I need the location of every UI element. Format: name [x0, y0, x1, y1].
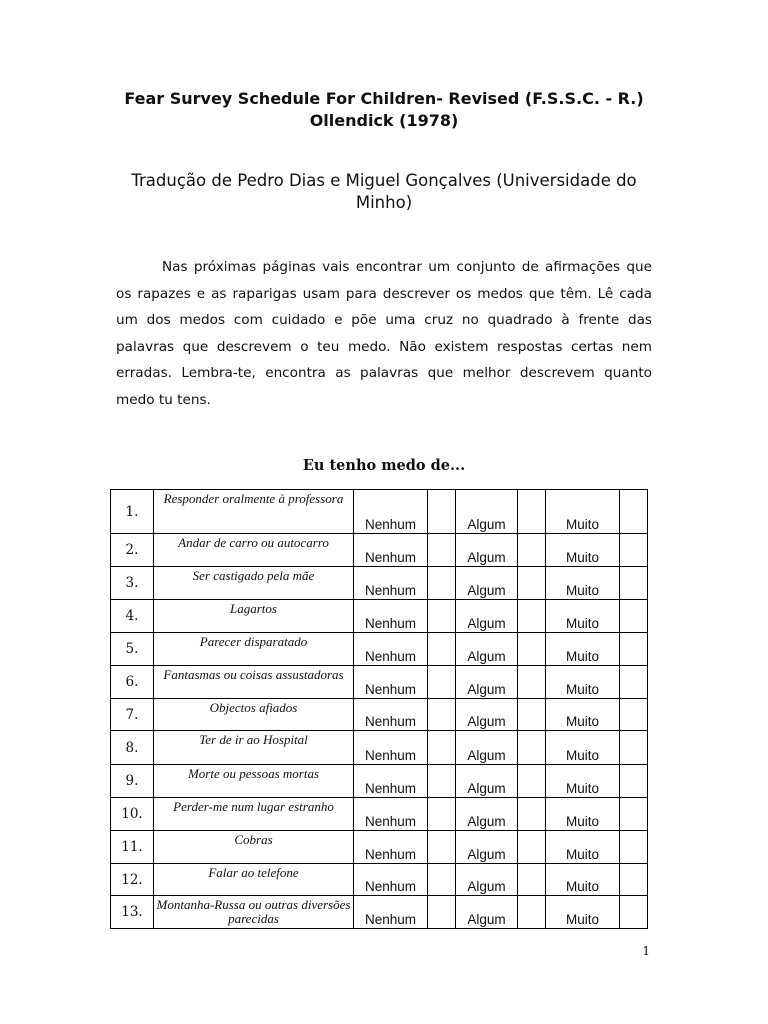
item-number: 5.	[111, 633, 154, 666]
checkbox-muito[interactable]	[620, 600, 648, 633]
checkbox-algum[interactable]	[518, 864, 546, 896]
checkbox-algum[interactable]	[518, 600, 546, 633]
option-label-muito: Muito	[546, 534, 620, 567]
checkbox-algum[interactable]	[518, 798, 546, 831]
checkbox-nenhum[interactable]	[428, 490, 456, 534]
item-number: 9.	[111, 765, 154, 798]
item-number: 2.	[111, 534, 154, 567]
option-label-nenhum: Nenhum	[354, 490, 428, 534]
option-label-nenhum: Nenhum	[354, 731, 428, 765]
survey-row	[111, 831, 648, 864]
checkbox-algum[interactable]	[518, 731, 546, 765]
item-number: 7.	[111, 699, 154, 731]
section-heading: Eu tenho medo de...	[302, 457, 466, 474]
option-label-muito: Muito	[546, 864, 620, 896]
item-number: 13.	[111, 896, 154, 929]
fear-item-text: Responder oralmente à professora	[154, 490, 354, 534]
option-label-algum: Algum	[456, 534, 518, 567]
fear-item-text: Andar de carro ou autocarro	[154, 534, 354, 567]
survey-row	[111, 765, 648, 798]
fear-item-text: Ter de ir ao Hospital	[154, 731, 354, 765]
checkbox-muito[interactable]	[620, 831, 648, 864]
checkbox-nenhum[interactable]	[428, 798, 456, 831]
option-label-muito: Muito	[546, 831, 620, 864]
option-label-nenhum: Nenhum	[354, 666, 428, 699]
checkbox-algum[interactable]	[518, 633, 546, 666]
checkbox-nenhum[interactable]	[428, 699, 456, 731]
checkbox-algum[interactable]	[518, 699, 546, 731]
checkbox-nenhum[interactable]	[428, 864, 456, 896]
option-label-nenhum: Nenhum	[354, 831, 428, 864]
fear-item-text: Perder-me num lugar estranho	[154, 798, 354, 831]
checkbox-algum[interactable]	[518, 831, 546, 864]
survey-row	[111, 490, 648, 534]
checkbox-algum[interactable]	[518, 765, 546, 798]
option-label-nenhum: Nenhum	[354, 600, 428, 633]
option-label-muito: Muito	[546, 896, 620, 929]
survey-row	[111, 896, 648, 929]
checkbox-muito[interactable]	[620, 699, 648, 731]
option-label-muito: Muito	[546, 699, 620, 731]
survey-row	[111, 633, 648, 666]
document-title	[100, 88, 668, 132]
item-number: 1.	[111, 490, 154, 534]
survey-row	[111, 798, 648, 831]
checkbox-nenhum[interactable]	[428, 765, 456, 798]
checkbox-nenhum[interactable]	[428, 600, 456, 633]
option-label-nenhum: Nenhum	[354, 864, 428, 896]
page-number: 1	[642, 944, 650, 958]
checkbox-muito[interactable]	[620, 567, 648, 600]
option-label-algum: Algum	[456, 699, 518, 731]
checkbox-algum[interactable]	[518, 490, 546, 534]
option-label-muito: Muito	[546, 765, 620, 798]
option-label-muito: Muito	[546, 600, 620, 633]
survey-row	[111, 600, 648, 633]
option-label-algum: Algum	[456, 798, 518, 831]
checkbox-muito[interactable]	[620, 666, 648, 699]
survey-row	[111, 699, 648, 731]
checkbox-algum[interactable]	[518, 534, 546, 567]
option-label-nenhum: Nenhum	[354, 765, 428, 798]
option-label-nenhum: Nenhum	[354, 798, 428, 831]
option-label-algum: Algum	[456, 600, 518, 633]
option-label-muito: Muito	[546, 731, 620, 765]
option-label-algum: Algum	[456, 633, 518, 666]
option-label-muito: Muito	[546, 490, 620, 534]
fear-item-text: Parecer disparatado	[154, 633, 354, 666]
checkbox-muito[interactable]	[620, 731, 648, 765]
option-label-algum: Algum	[456, 567, 518, 600]
option-label-algum: Algum	[456, 666, 518, 699]
fear-item-text: Lagartos	[154, 600, 354, 633]
item-number: 11.	[111, 831, 154, 864]
fear-item-text: Fantasmas ou coisas assustadoras	[154, 666, 354, 699]
option-label-algum: Algum	[456, 765, 518, 798]
checkbox-nenhum[interactable]	[428, 896, 456, 929]
fear-item-text: Montanha-Russa ou outras diversões parecidas	[154, 896, 354, 929]
checkbox-muito[interactable]	[620, 490, 648, 534]
title-line-1: Fear Survey Schedule For Children- Revised (F.S.S.C. - R.)	[124, 89, 644, 108]
option-label-nenhum: Nenhum	[354, 699, 428, 731]
checkbox-nenhum[interactable]	[428, 666, 456, 699]
item-number: 12.	[111, 864, 154, 896]
checkbox-muito[interactable]	[620, 864, 648, 896]
checkbox-nenhum[interactable]	[428, 534, 456, 567]
fear-item-text: Cobras	[154, 831, 354, 864]
checkbox-muito[interactable]	[620, 633, 648, 666]
item-number: 4.	[111, 600, 154, 633]
option-label-algum: Algum	[456, 864, 518, 896]
survey-row	[111, 731, 648, 765]
checkbox-algum[interactable]	[518, 567, 546, 600]
option-label-nenhum: Nenhum	[354, 534, 428, 567]
fear-survey-table	[110, 489, 648, 929]
option-label-nenhum: Nenhum	[354, 567, 428, 600]
checkbox-algum[interactable]	[518, 896, 546, 929]
option-label-muito: Muito	[546, 798, 620, 831]
survey-row	[111, 864, 648, 896]
option-label-algum: Algum	[456, 831, 518, 864]
survey-row	[111, 666, 648, 699]
checkbox-muito[interactable]	[620, 896, 648, 929]
fear-item-text: Morte ou pessoas mortas	[154, 765, 354, 798]
fear-item-text: Objectos afiados	[154, 699, 354, 731]
option-label-algum: Algum	[456, 490, 518, 534]
item-number: 3.	[111, 567, 154, 600]
checkbox-nenhum[interactable]	[428, 831, 456, 864]
checkbox-nenhum[interactable]	[428, 633, 456, 666]
survey-row	[111, 534, 648, 567]
checkbox-algum[interactable]	[518, 666, 546, 699]
item-number: 6.	[111, 666, 154, 699]
option-label-algum: Algum	[456, 896, 518, 929]
survey-row	[111, 567, 648, 600]
checkbox-muito[interactable]	[620, 765, 648, 798]
checkbox-nenhum[interactable]	[428, 731, 456, 765]
option-label-muito: Muito	[546, 567, 620, 600]
instructions-paragraph: Nas próximas páginas vais encontrar um conjunto de afirmações que os rapazes e as raparigas usam para descrever os medos que têm. Lê cada um dos medos com cuidado e põe uma cruz no quadrado à frente das palavras que descrevem o teu medo. Não existem respostas certas nem erradas. Lembra-te, encontra as palavras que melhor descrevem quanto medo tu tens.	[116, 259, 652, 408]
translation-credit: Tradução de Pedro Dias e Miguel Gonçalves (Universidade do Minho)	[131, 171, 637, 212]
checkbox-muito[interactable]	[620, 798, 648, 831]
item-number: 8.	[111, 731, 154, 765]
option-label-muito: Muito	[546, 633, 620, 666]
option-label-algum: Algum	[456, 731, 518, 765]
option-label-nenhum: Nenhum	[354, 896, 428, 929]
fear-item-text: Ser castigado pela mãe	[154, 567, 354, 600]
option-label-muito: Muito	[546, 666, 620, 699]
checkbox-nenhum[interactable]	[428, 567, 456, 600]
checkbox-muito[interactable]	[620, 534, 648, 567]
title-line-2: Ollendick (1978)	[309, 111, 459, 130]
item-number: 10.	[111, 798, 154, 831]
fear-item-text: Falar ao telefone	[154, 864, 354, 896]
option-label-nenhum: Nenhum	[354, 633, 428, 666]
